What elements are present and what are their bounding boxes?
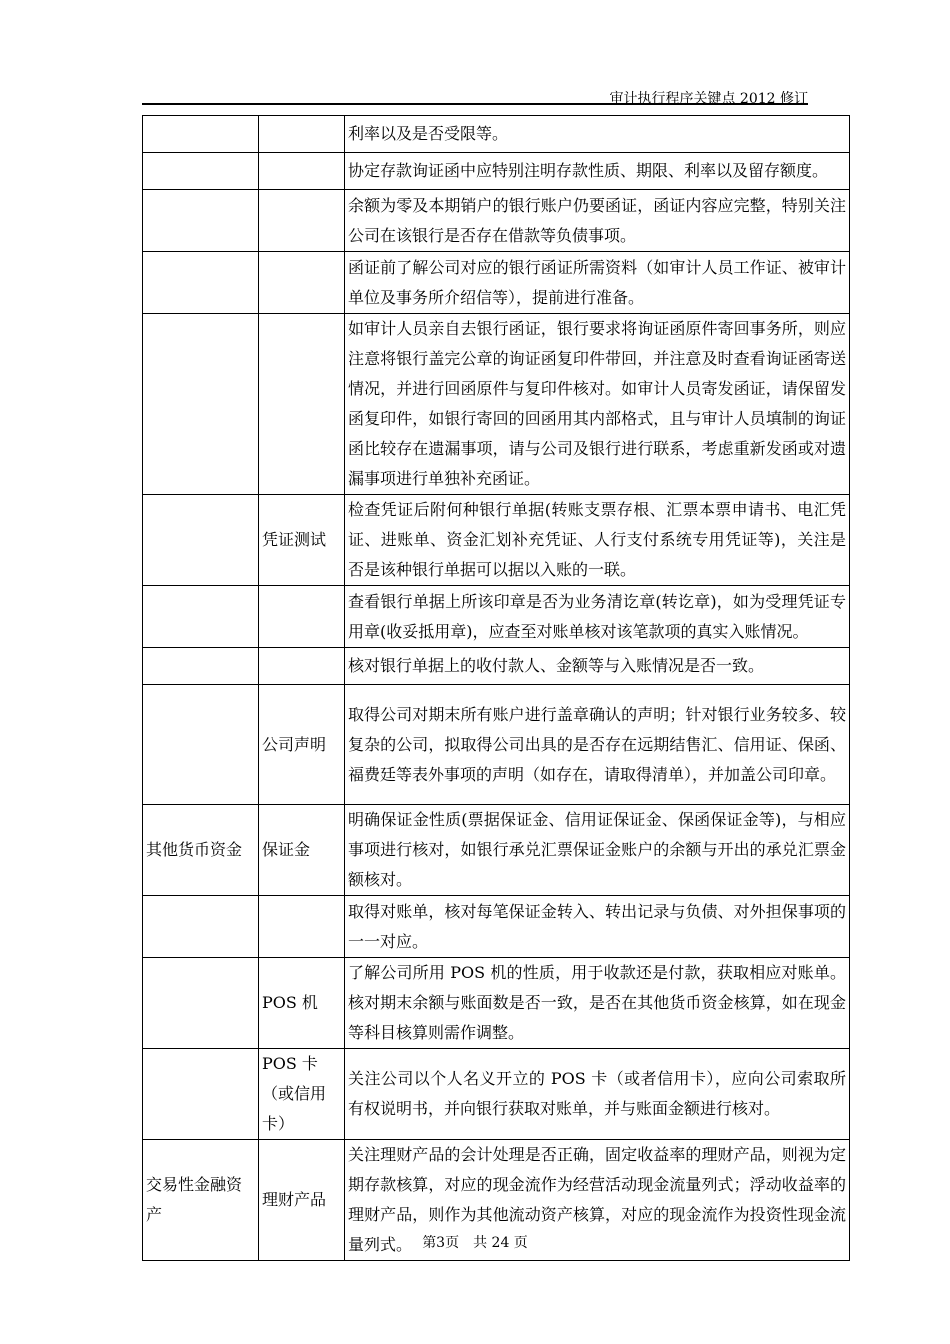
table-row xyxy=(143,314,850,495)
account-cell xyxy=(143,252,259,314)
procedure-cell xyxy=(259,116,345,153)
procedure-cell: 理财产品 xyxy=(259,1140,345,1261)
procedure-cell: 公司声明 xyxy=(259,685,345,805)
account-cell: 交易性金融资产 xyxy=(143,1140,259,1261)
table-row xyxy=(143,116,850,153)
procedure-cell xyxy=(259,153,345,190)
procedure-cell xyxy=(259,252,345,314)
account-cell xyxy=(143,958,259,1049)
table-row xyxy=(143,495,850,586)
account-cell xyxy=(143,314,259,495)
description-cell: 查看银行单据上所该印章是否为业务清讫章(转讫章)，如为受理凭证专用章(收妥抵用章)，应查至对账单核对该笔款项的真实入账情况。 xyxy=(345,586,850,648)
table-row xyxy=(143,1049,850,1140)
procedure-cell: POS 卡（或信用卡） xyxy=(259,1049,345,1140)
page-header-title: 审计执行程序关键点 2012 修订 xyxy=(609,91,808,107)
procedure-cell xyxy=(259,896,345,958)
description-cell: 余额为零及本期销户的银行账户仍要函证，函证内容应完整，特别关注公司在该银行是否存在借款等负债事项。 xyxy=(345,190,850,252)
audit-procedures-table xyxy=(142,115,850,1261)
table-row xyxy=(143,586,850,648)
description-cell: 取得对账单，核对每笔保证金转入、转出记录与负债、对外担保事项的一一对应。 xyxy=(345,896,850,958)
account-cell xyxy=(143,116,259,153)
description-cell: 核对银行单据上的收付款人、金额等与入账情况是否一致。 xyxy=(345,648,850,685)
description-cell: 函证前了解公司对应的银行函证所需资料（如审计人员工作证、被审计单位及事务所介绍信等），提前进行准备。 xyxy=(345,252,850,314)
account-cell xyxy=(143,495,259,586)
procedure-cell xyxy=(259,314,345,495)
description-cell: 关注公司以个人名义开立的 POS 卡（或者信用卡），应向公司索取所有权说明书，并向银行获取对账单，并与账面金额进行核对。 xyxy=(345,1049,850,1140)
table-row xyxy=(143,153,850,190)
account-cell xyxy=(143,153,259,190)
description-cell: 检查凭证后附何种银行单据(转账支票存根、汇票本票申请书、电汇凭证、进账单、资金汇划补充凭证、人行支付系统专用凭证等)，关注是否是该种银行单据可以据以入账的一联。 xyxy=(345,495,850,586)
procedure-cell: POS 机 xyxy=(259,958,345,1049)
account-cell xyxy=(143,896,259,958)
description-cell: 协定存款询证函中应特别注明存款性质、期限、利率以及留存额度。 xyxy=(345,153,850,190)
procedure-cell xyxy=(259,648,345,685)
description-cell: 关注理财产品的会计处理是否正确，固定收益率的理财产品，则视为定期存款核算，对应的现金流作为经营活动现金流量列式；浮动收益率的理财产品，则作为其他流动资产核算，对应的现金流作为投资性现金流量列式。 xyxy=(345,1140,850,1261)
account-cell xyxy=(143,586,259,648)
table-body xyxy=(143,116,850,1261)
procedure-cell xyxy=(259,190,345,252)
table-row xyxy=(143,958,850,1049)
account-cell: 其他货币资金 xyxy=(143,805,259,896)
table-row xyxy=(143,252,850,314)
page-footer: 第3页 共 24 页 xyxy=(422,1235,528,1251)
description-cell: 利率以及是否受限等。 xyxy=(345,116,850,153)
procedure-cell: 保证金 xyxy=(259,805,345,896)
description-cell: 明确保证金性质(票据保证金、信用证保证金、保函保证金等)，与相应事项进行核对，如银行承兑汇票保证金账户的余额与开出的承兑汇票金额核对。 xyxy=(345,805,850,896)
account-cell xyxy=(143,648,259,685)
table-row xyxy=(143,805,850,896)
procedure-cell: 凭证测试 xyxy=(259,495,345,586)
account-cell xyxy=(143,1049,259,1140)
table-row xyxy=(143,190,850,252)
table-row xyxy=(143,648,850,685)
procedure-cell xyxy=(259,586,345,648)
description-cell: 了解公司所用 POS 机的性质，用于收款还是付款，获取相应对账单。核对期末余额与账面数是否一致，是否在其他货币资金核算，如在现金等科目核算则需作调整。 xyxy=(345,958,850,1049)
table-row xyxy=(143,685,850,805)
description-cell: 如审计人员亲自去银行函证，银行要求将询证函原件寄回事务所，则应注意将银行盖完公章的询证函复印件带回，并注意及时查看询证函寄送情况，并进行回函原件与复印件核对。如审计人员寄发函证，请保留发函复印件，如银行寄回的回函用其内部格式，且与审计人员填制的询证函比较存在遗漏事项，请与公司及银行进行联系，考虑重新发函或对遗漏事项进行单独补充函证。 xyxy=(345,314,850,495)
account-cell xyxy=(143,190,259,252)
account-cell xyxy=(143,685,259,805)
header-rule xyxy=(142,103,808,105)
description-cell: 取得公司对期末所有账户进行盖章确认的声明；针对银行业务较多、较复杂的公司，拟取得公司出具的是否存在远期结售汇、信用证、保函、福费廷等表外事项的声明（如存在，请取得清单），并加盖公司印章。 xyxy=(345,685,850,805)
table-row xyxy=(143,896,850,958)
